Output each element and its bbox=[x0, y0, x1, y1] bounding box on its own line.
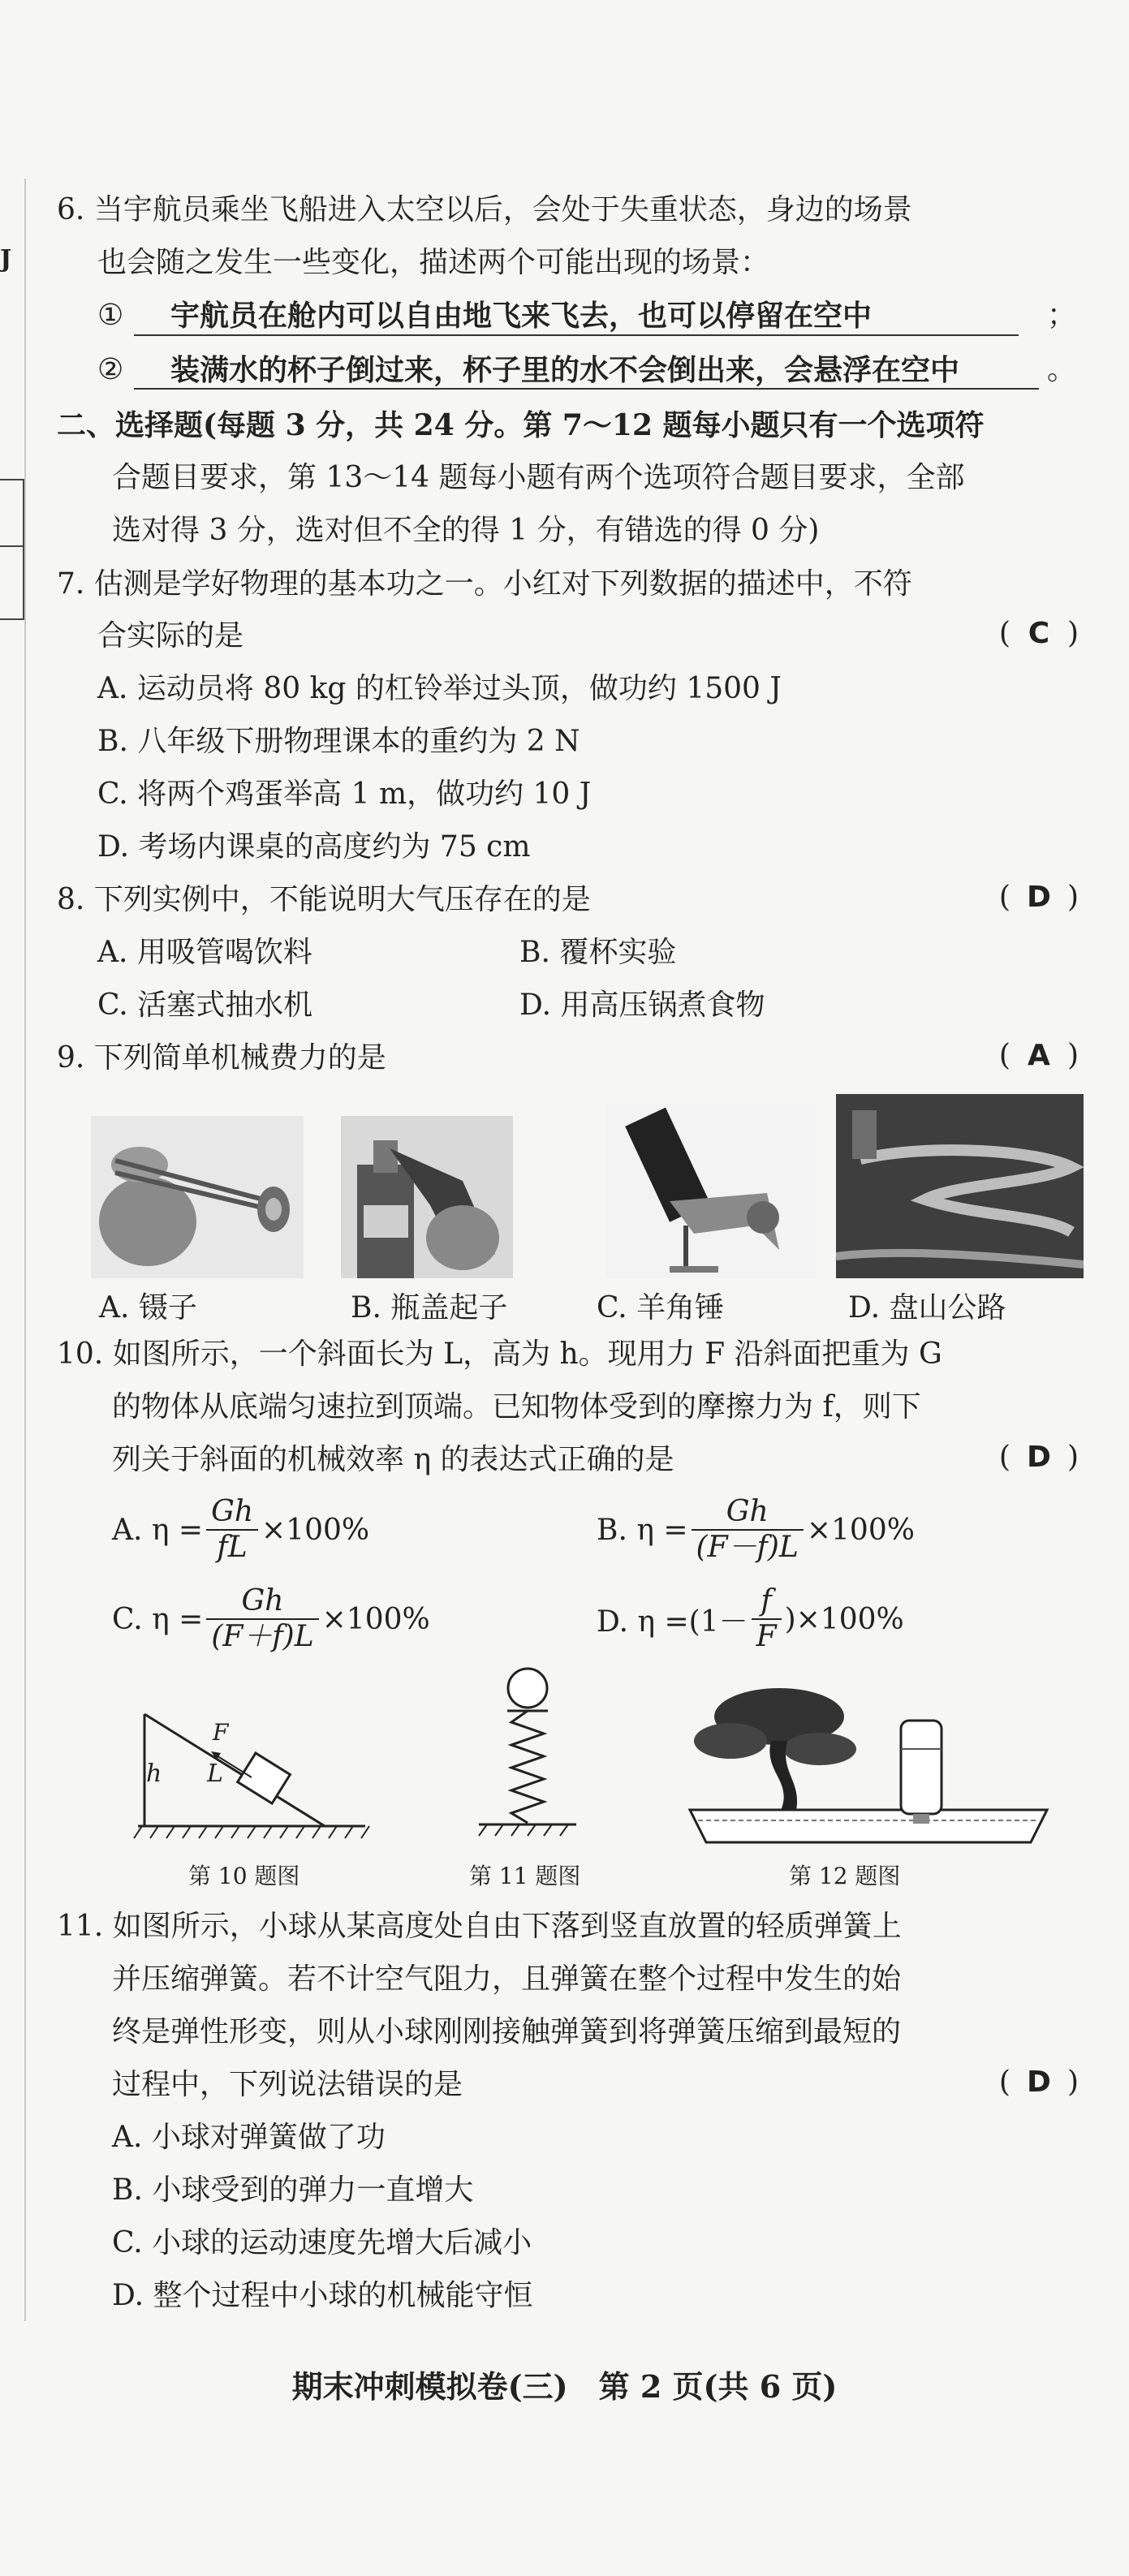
page-footer: 期末冲刺模拟卷(三) 第 2 页(共 6 页) bbox=[291, 2368, 838, 2405]
q7-answer-letter: C bbox=[1028, 617, 1050, 650]
q10-d-den: F bbox=[756, 1620, 777, 1653]
q11-option-b: B. 小球受到的弹力一直增大 bbox=[112, 2173, 474, 2207]
q6-mark2: ② bbox=[97, 353, 124, 386]
q10-c-prefix: C. η = bbox=[112, 1602, 204, 1636]
q8-option-b: B. 覆杯实验 bbox=[519, 936, 677, 969]
q7-option-d: D. 考场内课桌的高度约为 75 cm bbox=[97, 830, 531, 864]
tweezers-photo bbox=[91, 1116, 304, 1278]
q10-b-fraction bbox=[692, 1495, 804, 1565]
q10-option-d bbox=[597, 1579, 904, 1660]
q8-option-d: D. 用高压锅煮食物 bbox=[519, 989, 765, 1022]
q9-option-d: D. 盘山公路 bbox=[848, 1291, 1006, 1325]
q10-b-den: (F－f)L bbox=[696, 1531, 799, 1564]
q11-line2: 并压缩弹簧。若不计空气阻力，且弹簧在整个过程中发生的始 bbox=[112, 1962, 902, 1996]
q10-c-fraction bbox=[206, 1584, 318, 1654]
q7-line1: 7. 估测是学好物理的基本功之一。小红对下列数据的描述中，不符 bbox=[57, 567, 912, 601]
q6-end2: 。 bbox=[1047, 353, 1077, 386]
bottle-opener-photo bbox=[341, 1116, 513, 1278]
q7-option-b: B. 八年级下册物理课本的重约为 2 N bbox=[97, 725, 580, 758]
fig10-l-label: L bbox=[207, 1760, 223, 1788]
q10-option-c bbox=[112, 1579, 430, 1660]
q9-answer-letter: A bbox=[1028, 1039, 1050, 1072]
q10-a-den: fL bbox=[217, 1531, 248, 1564]
q11-answer: ( D ) bbox=[998, 2066, 1079, 2099]
fig12-caption: 第 12 题图 bbox=[789, 1863, 901, 1889]
q11-line3: 终是弹性形变，则从小球刚刚接触弹簧到将弹簧压缩到最短的 bbox=[112, 2015, 902, 2048]
q10-d-num: f bbox=[752, 1584, 782, 1620]
fig10-caption: 第 10 题图 bbox=[188, 1863, 300, 1889]
q10-c-suffix: ×100% bbox=[321, 1602, 430, 1636]
claw-hammer-photo bbox=[605, 1104, 816, 1278]
section2-line3: 选对得 3 分，选对但不全的得 1 分，有错选的得 0 分) bbox=[112, 514, 820, 547]
q10-b-suffix: ×100% bbox=[806, 1513, 915, 1547]
q8-answer: ( D ) bbox=[998, 881, 1079, 914]
q10-a-prefix: A. η = bbox=[112, 1513, 204, 1547]
fig10-f-label: F bbox=[213, 1719, 229, 1746]
q10-c-num: Gh bbox=[206, 1584, 318, 1620]
q7-answer: ( C ) bbox=[998, 617, 1079, 650]
q10-answer: ( D ) bbox=[998, 1441, 1079, 1474]
q9-answer: ( A ) bbox=[998, 1039, 1079, 1072]
q9-line1: 9. 下列简单机械费力的是 bbox=[57, 1041, 386, 1075]
mountain-road-photo bbox=[836, 1094, 1084, 1278]
q8-answer-letter: D bbox=[1027, 881, 1051, 914]
section2-line2: 合题目要求，第 13～14 题每小题有两个选项符合题目要求，全部 bbox=[112, 461, 965, 494]
q11-answer-letter: D bbox=[1027, 2066, 1051, 2099]
q10-d-fraction bbox=[752, 1584, 782, 1654]
q10-d-suffix: )×100% bbox=[784, 1602, 904, 1636]
fig11-caption: 第 11 题图 bbox=[469, 1863, 581, 1889]
q10-answer-letter: D bbox=[1027, 1441, 1051, 1474]
q10-a-num: Gh bbox=[206, 1495, 258, 1531]
q6-answer2: 装满水的杯子倒过来，杯子里的水不会倒出来，会悬浮在空中 bbox=[170, 353, 960, 387]
q8-line1: 8. 下列实例中，不能说明大气压存在的是 bbox=[57, 883, 591, 916]
q6-line2: 也会随之发生一些变化，描述两个可能出现的场景： bbox=[97, 246, 770, 279]
q10-a-fraction bbox=[206, 1495, 258, 1565]
q7-option-c: C. 将两个鸡蛋举高 1 m，做功约 10 J bbox=[97, 778, 592, 811]
q6-line1: 6. 当宇航员乘坐飞船进入太空以后，会处于失重状态，身边的场景 bbox=[57, 193, 912, 226]
fig10-h-label: h bbox=[146, 1760, 162, 1788]
q10-a-suffix: ×100% bbox=[261, 1513, 370, 1547]
q9-option-a: A. 镊子 bbox=[99, 1291, 197, 1325]
q10-c-den: (F＋f)L bbox=[211, 1620, 314, 1653]
q10-d-prefix: D. η =(1－ bbox=[597, 1605, 748, 1639]
q6-answer1: 宇航员在舱内可以自由地飞来飞去，也可以停留在空中 bbox=[170, 299, 873, 333]
q6-end1: ； bbox=[1047, 299, 1077, 332]
q11-option-a: A. 小球对弹簧做了功 bbox=[112, 2121, 386, 2154]
q9-option-c: C. 羊角锤 bbox=[597, 1291, 725, 1325]
margin-letter: J bbox=[0, 245, 12, 274]
q8-option-a: A. 用吸管喝饮料 bbox=[97, 936, 312, 969]
q11-option-c: C. 小球的运动速度先增大后减小 bbox=[112, 2226, 532, 2259]
q7-option-a: A. 运动员将 80 kg 的杠铃举过头顶，做功约 1500 J bbox=[97, 672, 782, 705]
q11-option-d: D. 整个过程中小球的机械能守恒 bbox=[112, 2279, 533, 2312]
q11-line1: 11. 如图所示，小球从某高度处自由下落到竖直放置的轻质弹簧上 bbox=[57, 1910, 902, 1943]
bonsai-diagram bbox=[682, 1676, 1055, 1846]
q11-line4: 过程中，下列说法错误的是 bbox=[112, 2068, 463, 2101]
q9-option-b: B. 瓶盖起子 bbox=[351, 1291, 508, 1325]
q10-option-b bbox=[597, 1489, 915, 1570]
incline-diagram bbox=[130, 1704, 373, 1842]
q10-option-a bbox=[112, 1489, 369, 1570]
q10-line2: 的物体从底端匀速拉到顶端。已知物体受到的摩擦力为 f，则下 bbox=[112, 1390, 921, 1424]
q10-b-prefix: B. η = bbox=[597, 1513, 688, 1547]
q10-line3: 列关于斜面的机械效率 η 的表达式正确的是 bbox=[112, 1443, 674, 1476]
q7-line2: 合实际的是 bbox=[97, 619, 244, 653]
q8-option-c: C. 活塞式抽水机 bbox=[97, 989, 313, 1022]
q10-b-num: Gh bbox=[692, 1495, 804, 1531]
margin-line bbox=[24, 179, 26, 2321]
margin-box bbox=[0, 479, 24, 620]
q6-mark1: ① bbox=[97, 299, 124, 332]
q10-line1: 10. 如图所示，一个斜面长为 L，高为 h。现用力 F 沿斜面把重为 G bbox=[57, 1338, 942, 1371]
section2-line1: 二、选择题(每题 3 分，共 24 分。第 7～12 题每小题只有一个选项符 bbox=[57, 408, 985, 442]
spring-ball-diagram bbox=[475, 1664, 580, 1846]
